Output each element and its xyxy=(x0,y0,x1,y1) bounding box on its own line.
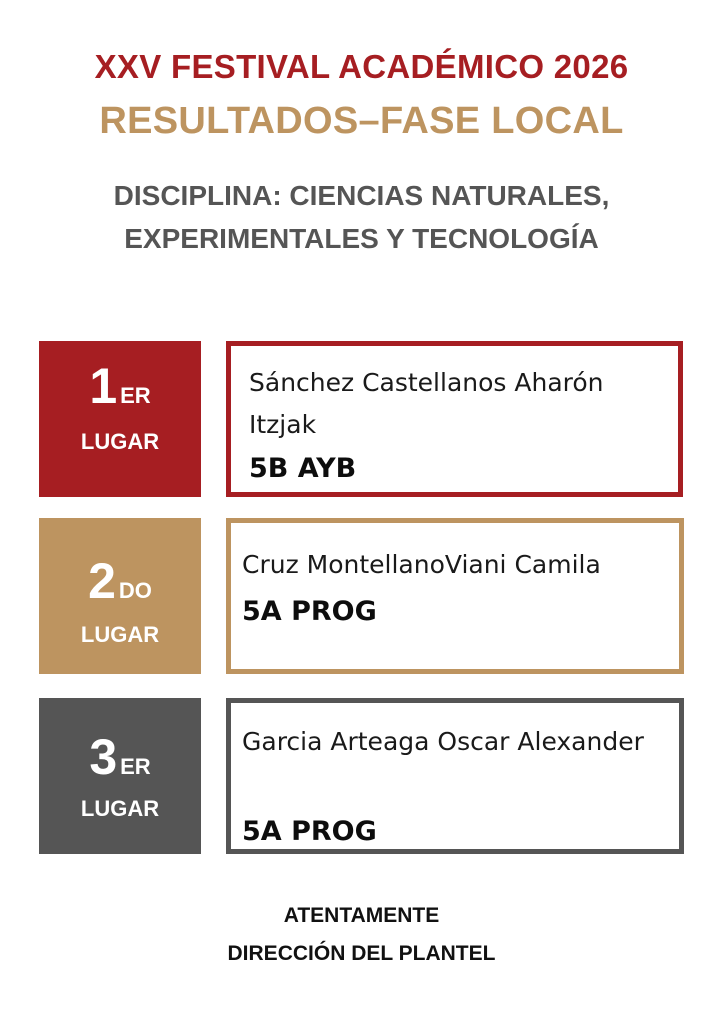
signature-block xyxy=(0,897,723,973)
third-place-student-name xyxy=(242,721,644,763)
third-place-lugar: LUGAR xyxy=(80,796,160,821)
sign-line-1: ATENTAMENTE xyxy=(283,904,440,927)
second-place-number: 2 xyxy=(88,553,115,609)
results-subtitle: RESULTADOS–FASE LOCAL xyxy=(99,100,624,142)
first-place-lugar: LUGAR xyxy=(80,429,160,454)
first-place-group: 5B AYB xyxy=(249,453,357,484)
festival-title: XXV FESTIVAL ACADÉMICO 2026 xyxy=(94,48,629,85)
first-place-student-name xyxy=(249,362,604,446)
second-place-group: 5A PROG xyxy=(242,596,377,627)
first-place-card xyxy=(226,341,683,497)
third-place-card xyxy=(226,698,684,854)
second-place-lugar: LUGAR xyxy=(80,622,160,647)
second-place-card xyxy=(226,518,684,674)
third-place-name-line-1: Garcia Arteaga Oscar Alexander xyxy=(242,727,644,756)
discipline-heading xyxy=(0,174,723,260)
first-place-suffix: ER xyxy=(120,383,151,408)
second-place-suffix: DO xyxy=(118,578,152,603)
first-place-name-line-2: Itzjak xyxy=(249,410,317,439)
first-place-name-line-1: Sánchez Castellanos Aharón xyxy=(249,368,604,397)
first-place-number: 1 xyxy=(89,358,117,414)
discipline-line-1: DISCIPLINA: CIENCIAS NATURALES, xyxy=(113,180,610,211)
second-place-name-line-1: Cruz MontellanoViani Camila xyxy=(242,550,601,579)
second-place-badge xyxy=(39,518,201,674)
third-place-group: 5A PROG xyxy=(242,816,377,847)
discipline-line-2: EXPERIMENTALES Y TECNOLOGÍA xyxy=(124,223,599,254)
third-place-suffix: ER xyxy=(120,754,151,779)
first-place-badge xyxy=(39,341,201,497)
third-place-badge xyxy=(39,698,201,854)
sign-line-2: DIRECCIÓN DEL PLANTEL xyxy=(227,942,496,965)
second-place-student-name xyxy=(242,544,601,586)
third-place-number: 3 xyxy=(89,729,117,785)
